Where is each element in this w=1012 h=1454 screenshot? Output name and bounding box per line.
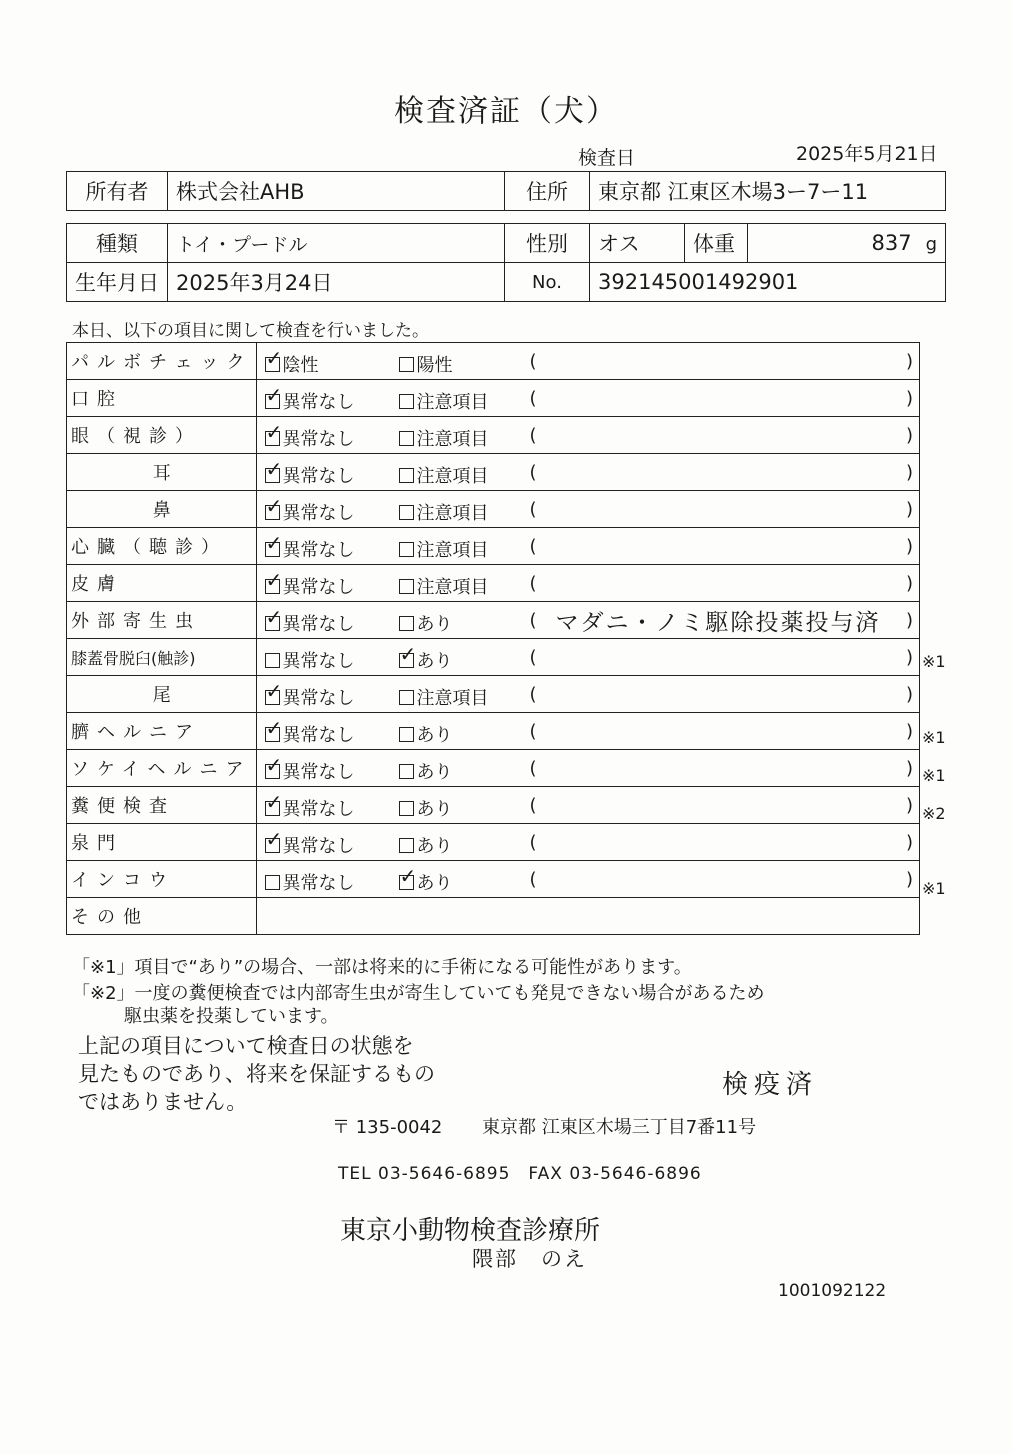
checkbox-icon[interactable]	[265, 468, 280, 483]
checkbox-icon[interactable]	[399, 357, 414, 372]
exam-row	[67, 565, 920, 602]
exam-result	[257, 528, 920, 565]
sex-value: オス	[590, 224, 685, 263]
exam-item-label-text: パルボチェック	[71, 352, 253, 373]
paren-close: )	[905, 536, 913, 557]
owner-value: 株式会社AHB	[168, 172, 505, 211]
exam-result	[257, 602, 920, 639]
exam-item-label	[67, 380, 257, 417]
exam-result	[257, 343, 920, 380]
exam-item-label-text: 外部寄生虫	[71, 611, 201, 632]
checkbox-icon[interactable]	[265, 875, 280, 890]
no-value: 392145001492901	[590, 263, 946, 302]
exam-row	[67, 713, 920, 750]
postal-code: 〒 135-0042	[332, 1117, 443, 1138]
option-2-label: あり	[416, 762, 453, 783]
checkbox-icon[interactable]	[399, 579, 414, 594]
exam-row-other	[67, 898, 920, 935]
option-2-label: 注意項目	[416, 466, 489, 487]
intro-text: 本日、以下の項目に関して検査を行いました。	[72, 321, 429, 341]
checkbox-icon[interactable]	[399, 764, 414, 779]
checkbox-icon[interactable]	[399, 431, 414, 446]
paren-close: )	[905, 684, 913, 705]
option-2[interactable]	[399, 499, 488, 525]
exam-item-label-text: 心臓（聴診）	[71, 537, 227, 558]
option-2[interactable]	[399, 351, 452, 377]
exam-item-label-text: 膝蓋骨脱臼(触診)	[71, 648, 196, 668]
exam-item-label	[67, 417, 257, 454]
exam-row	[67, 380, 920, 417]
paren-open: (	[529, 425, 537, 446]
weight-cell	[748, 224, 946, 263]
exam-row	[67, 639, 920, 676]
option-1-label: 異常なし	[282, 503, 355, 524]
clinic-address: 東京都 江東区木場三丁目7番11号	[482, 1117, 757, 1138]
paren-close: )	[905, 795, 913, 816]
footnote-mark: ※1	[922, 728, 946, 747]
checkbox-icon[interactable]	[265, 505, 280, 520]
paren-open: (	[529, 462, 537, 483]
checkbox-icon[interactable]	[399, 690, 414, 705]
exam-item-label-text: 臍ヘルニア	[71, 722, 201, 743]
checkbox-icon[interactable]	[265, 764, 280, 779]
exam-item-label	[67, 491, 257, 528]
checkbox-icon[interactable]	[399, 616, 414, 631]
checkbox-icon[interactable]	[399, 727, 414, 742]
option-2[interactable]	[399, 832, 452, 858]
checkbox-icon[interactable]	[265, 431, 280, 446]
exam-result	[257, 861, 920, 898]
option-2[interactable]	[399, 647, 452, 673]
paren-close: )	[905, 758, 913, 779]
option-1-label: 異常なし	[282, 392, 355, 413]
option-2-label: 注意項目	[416, 392, 489, 413]
paren-open: (	[529, 647, 537, 668]
exam-result	[257, 491, 920, 528]
sex-label: 性別	[505, 224, 590, 263]
checkbox-icon[interactable]	[265, 357, 280, 372]
exam-row	[67, 454, 920, 491]
exam-item-label-text: 眼（視診）	[71, 426, 201, 447]
exam-item-label	[67, 898, 257, 935]
exam-note: マダニ・ノミ駆除投薬投与済	[555, 610, 881, 636]
paren-close: )	[905, 832, 913, 853]
checkbox-icon[interactable]	[265, 727, 280, 742]
exam-result	[257, 750, 920, 787]
footnote-2: 「※2」一度の糞便検査では内部寄生虫が寄生していても発見できない場合があるため	[72, 983, 765, 1004]
option-2[interactable]	[399, 684, 488, 710]
paren-close: )	[905, 351, 913, 372]
paren-open: (	[529, 536, 537, 557]
dob-label: 生年月日	[67, 263, 168, 302]
exam-row	[67, 824, 920, 861]
checkbox-icon[interactable]	[265, 690, 280, 705]
checkbox-icon[interactable]	[399, 875, 414, 890]
option-1[interactable]	[265, 462, 354, 488]
footnote-2-continued: 駆虫薬を投薬しています。	[124, 1006, 339, 1027]
option-1-label: 異常なし	[282, 725, 355, 746]
exam-result	[257, 676, 920, 713]
exam-item-label	[67, 787, 257, 824]
owner-label: 所有者	[67, 172, 168, 211]
option-1[interactable]	[265, 573, 354, 599]
option-1[interactable]	[265, 351, 318, 377]
option-1-label: 異常なし	[282, 540, 355, 561]
option-2-label: 注意項目	[416, 577, 489, 598]
weight-label: 体重	[685, 224, 748, 263]
option-2-label: あり	[416, 873, 453, 894]
exam-result	[257, 454, 920, 491]
pet-table	[66, 223, 946, 302]
exam-item-label	[67, 454, 257, 491]
exam-date-label: 検査日	[578, 147, 636, 169]
exam-result	[257, 417, 920, 454]
checkbox-icon[interactable]	[265, 616, 280, 631]
other-label: その他	[71, 907, 149, 928]
breed-value: トイ・プードル	[168, 224, 505, 263]
exam-item-label-text: 耳	[152, 463, 171, 484]
option-2[interactable]	[399, 536, 488, 562]
checkbox-icon[interactable]	[265, 801, 280, 816]
exam-item-label	[67, 824, 257, 861]
paren-close: )	[905, 425, 913, 446]
exam-row	[67, 861, 920, 898]
exam-row	[67, 750, 920, 787]
address-value: 東京都 江東区木場3ー7ー11	[590, 172, 946, 211]
exam-result	[257, 824, 920, 861]
exam-item-label	[67, 343, 257, 380]
paren-open: (	[529, 351, 537, 372]
option-1[interactable]	[265, 536, 354, 562]
weight-unit: g	[925, 234, 937, 255]
option-1[interactable]	[265, 758, 354, 784]
exam-row	[67, 528, 920, 565]
option-1-label: 陰性	[282, 355, 319, 376]
paren-open: (	[529, 721, 537, 742]
exam-table	[66, 342, 920, 935]
address-label: 住所	[505, 172, 590, 211]
exam-row	[67, 343, 920, 380]
exam-item-label-text: 泉門	[71, 833, 123, 854]
dob-value: 2025年3月24日	[168, 263, 505, 302]
exam-item-label	[67, 750, 257, 787]
exam-row	[67, 602, 920, 639]
option-2[interactable]	[399, 795, 452, 821]
exam-row	[67, 676, 920, 713]
exam-item-label	[67, 676, 257, 713]
option-2-label: あり	[416, 651, 453, 672]
checkbox-icon[interactable]	[399, 394, 414, 409]
option-1[interactable]	[265, 647, 354, 673]
owner-table	[66, 171, 946, 211]
option-2[interactable]	[399, 758, 452, 784]
paren-open: (	[529, 795, 537, 816]
serial-number: 1001092122	[778, 1281, 887, 1301]
option-1[interactable]	[265, 795, 354, 821]
option-2-label: 注意項目	[416, 503, 489, 524]
option-1-label: 異常なし	[282, 429, 355, 450]
option-2-label: 注意項目	[416, 540, 489, 561]
clinic-name: 東京小動物検査診療所	[340, 1216, 601, 1246]
paren-open: (	[529, 869, 537, 890]
paren-open: (	[529, 684, 537, 705]
footnote-mark: ※1	[922, 765, 946, 785]
exam-item-label	[67, 602, 257, 639]
no-label: No.	[505, 263, 590, 302]
option-2[interactable]	[399, 462, 488, 488]
document-title: 検査済証（犬）	[394, 94, 618, 129]
checkbox-icon[interactable]	[265, 653, 280, 668]
footnote-1: 「※1」項目で“あり”の場合、一部は将来的に手術になる可能性があります。	[72, 957, 692, 978]
weight-value: 837	[871, 231, 912, 255]
exam-row	[67, 491, 920, 528]
other-value[interactable]	[257, 898, 920, 935]
option-1-label: 異常なし	[282, 651, 355, 672]
option-1-label: 異常なし	[282, 873, 355, 894]
option-1-label: 異常なし	[282, 614, 355, 635]
option-1[interactable]	[265, 869, 354, 895]
paren-close: )	[905, 647, 913, 668]
exam-row	[67, 417, 920, 454]
declaration-line-3: ではありません。	[78, 1090, 248, 1114]
option-1[interactable]	[265, 610, 354, 636]
declaration-line-1: 上記の項目について検査日の状態を	[78, 1034, 414, 1058]
option-2[interactable]	[399, 610, 452, 636]
paren-close: )	[905, 499, 913, 520]
paren-close: )	[905, 388, 913, 409]
paren-open: (	[529, 388, 537, 409]
checkbox-icon[interactable]	[265, 394, 280, 409]
option-2[interactable]	[399, 721, 452, 747]
paren-open: (	[529, 758, 537, 779]
exam-result	[257, 380, 920, 417]
quarantine-stamp: 検疫済	[722, 1070, 819, 1100]
exam-item-label-text: 尾	[152, 685, 171, 706]
option-2-label: あり	[416, 799, 453, 820]
exam-result	[257, 787, 920, 824]
option-1-label: 異常なし	[282, 836, 355, 857]
exam-result	[257, 713, 920, 750]
checkbox-icon[interactable]	[399, 653, 414, 668]
paren-close: )	[905, 610, 913, 631]
paren-open: (	[529, 832, 537, 853]
footnote-mark: ※1	[922, 652, 946, 672]
option-1[interactable]	[265, 388, 354, 414]
declaration-line-2: 見たものであり、将来を保証するもの	[78, 1062, 435, 1086]
exam-row	[67, 787, 920, 824]
option-1[interactable]	[265, 832, 354, 858]
paren-close: )	[905, 462, 913, 483]
footnote-mark: ※1	[922, 879, 946, 899]
option-2-label: あり	[416, 725, 453, 746]
option-1-label: 異常なし	[282, 577, 355, 598]
exam-date: 2025年5月21日	[796, 143, 938, 165]
checkbox-icon[interactable]	[399, 468, 414, 483]
exam-item-label	[67, 528, 257, 565]
paren-open: (	[529, 499, 537, 520]
paren-open: (	[529, 610, 537, 631]
option-1[interactable]	[265, 425, 354, 451]
footnote-mark: ※2	[922, 803, 946, 823]
option-2-label: あり	[416, 836, 453, 857]
paren-open: (	[529, 573, 537, 594]
checkbox-icon[interactable]	[265, 838, 280, 853]
option-1-label: 異常なし	[282, 688, 355, 709]
exam-item-label-text: ソケイヘルニア	[71, 759, 252, 780]
exam-item-label-text: 皮膚	[71, 574, 123, 595]
exam-item-label	[67, 565, 257, 602]
declaration	[78, 1032, 435, 1116]
checkbox-icon[interactable]	[399, 542, 414, 557]
exam-item-label	[67, 713, 257, 750]
breed-label: 種類	[67, 224, 168, 263]
exam-item-label-text: 口腔	[71, 389, 123, 410]
tel-fax: TEL 03-5646-6895 FAX 03-5646-6896	[338, 1164, 702, 1184]
vet-name: 隈部 のえ	[472, 1247, 587, 1271]
paren-close: )	[905, 573, 913, 594]
exam-item-label-text: 糞便検査	[71, 796, 175, 817]
checkbox-icon[interactable]	[265, 579, 280, 594]
option-2[interactable]	[399, 869, 452, 895]
checkbox-icon[interactable]	[265, 542, 280, 557]
option-2-label: 注意項目	[416, 429, 489, 450]
exam-result	[257, 639, 920, 676]
option-2[interactable]	[399, 425, 488, 451]
option-1-label: 異常なし	[282, 762, 355, 783]
checkbox-icon[interactable]	[399, 505, 414, 520]
paren-close: )	[905, 721, 913, 742]
exam-item-label	[67, 639, 257, 676]
option-1-label: 異常なし	[282, 466, 355, 487]
option-2-label: あり	[416, 614, 453, 635]
exam-result	[257, 565, 920, 602]
exam-item-label-text: インコウ	[71, 870, 175, 891]
option-1[interactable]	[265, 499, 354, 525]
option-2[interactable]	[399, 573, 488, 599]
option-1-label: 異常なし	[282, 799, 355, 820]
exam-item-label-text: 鼻	[152, 500, 171, 521]
exam-item-label	[67, 861, 257, 898]
checkbox-icon[interactable]	[399, 801, 414, 816]
option-2-label: 陽性	[416, 355, 453, 376]
checkbox-icon[interactable]	[399, 838, 414, 853]
option-1[interactable]	[265, 684, 354, 710]
paren-close: )	[905, 869, 913, 890]
option-1[interactable]	[265, 721, 354, 747]
option-2-label: 注意項目	[416, 688, 489, 709]
option-2[interactable]	[399, 388, 488, 414]
